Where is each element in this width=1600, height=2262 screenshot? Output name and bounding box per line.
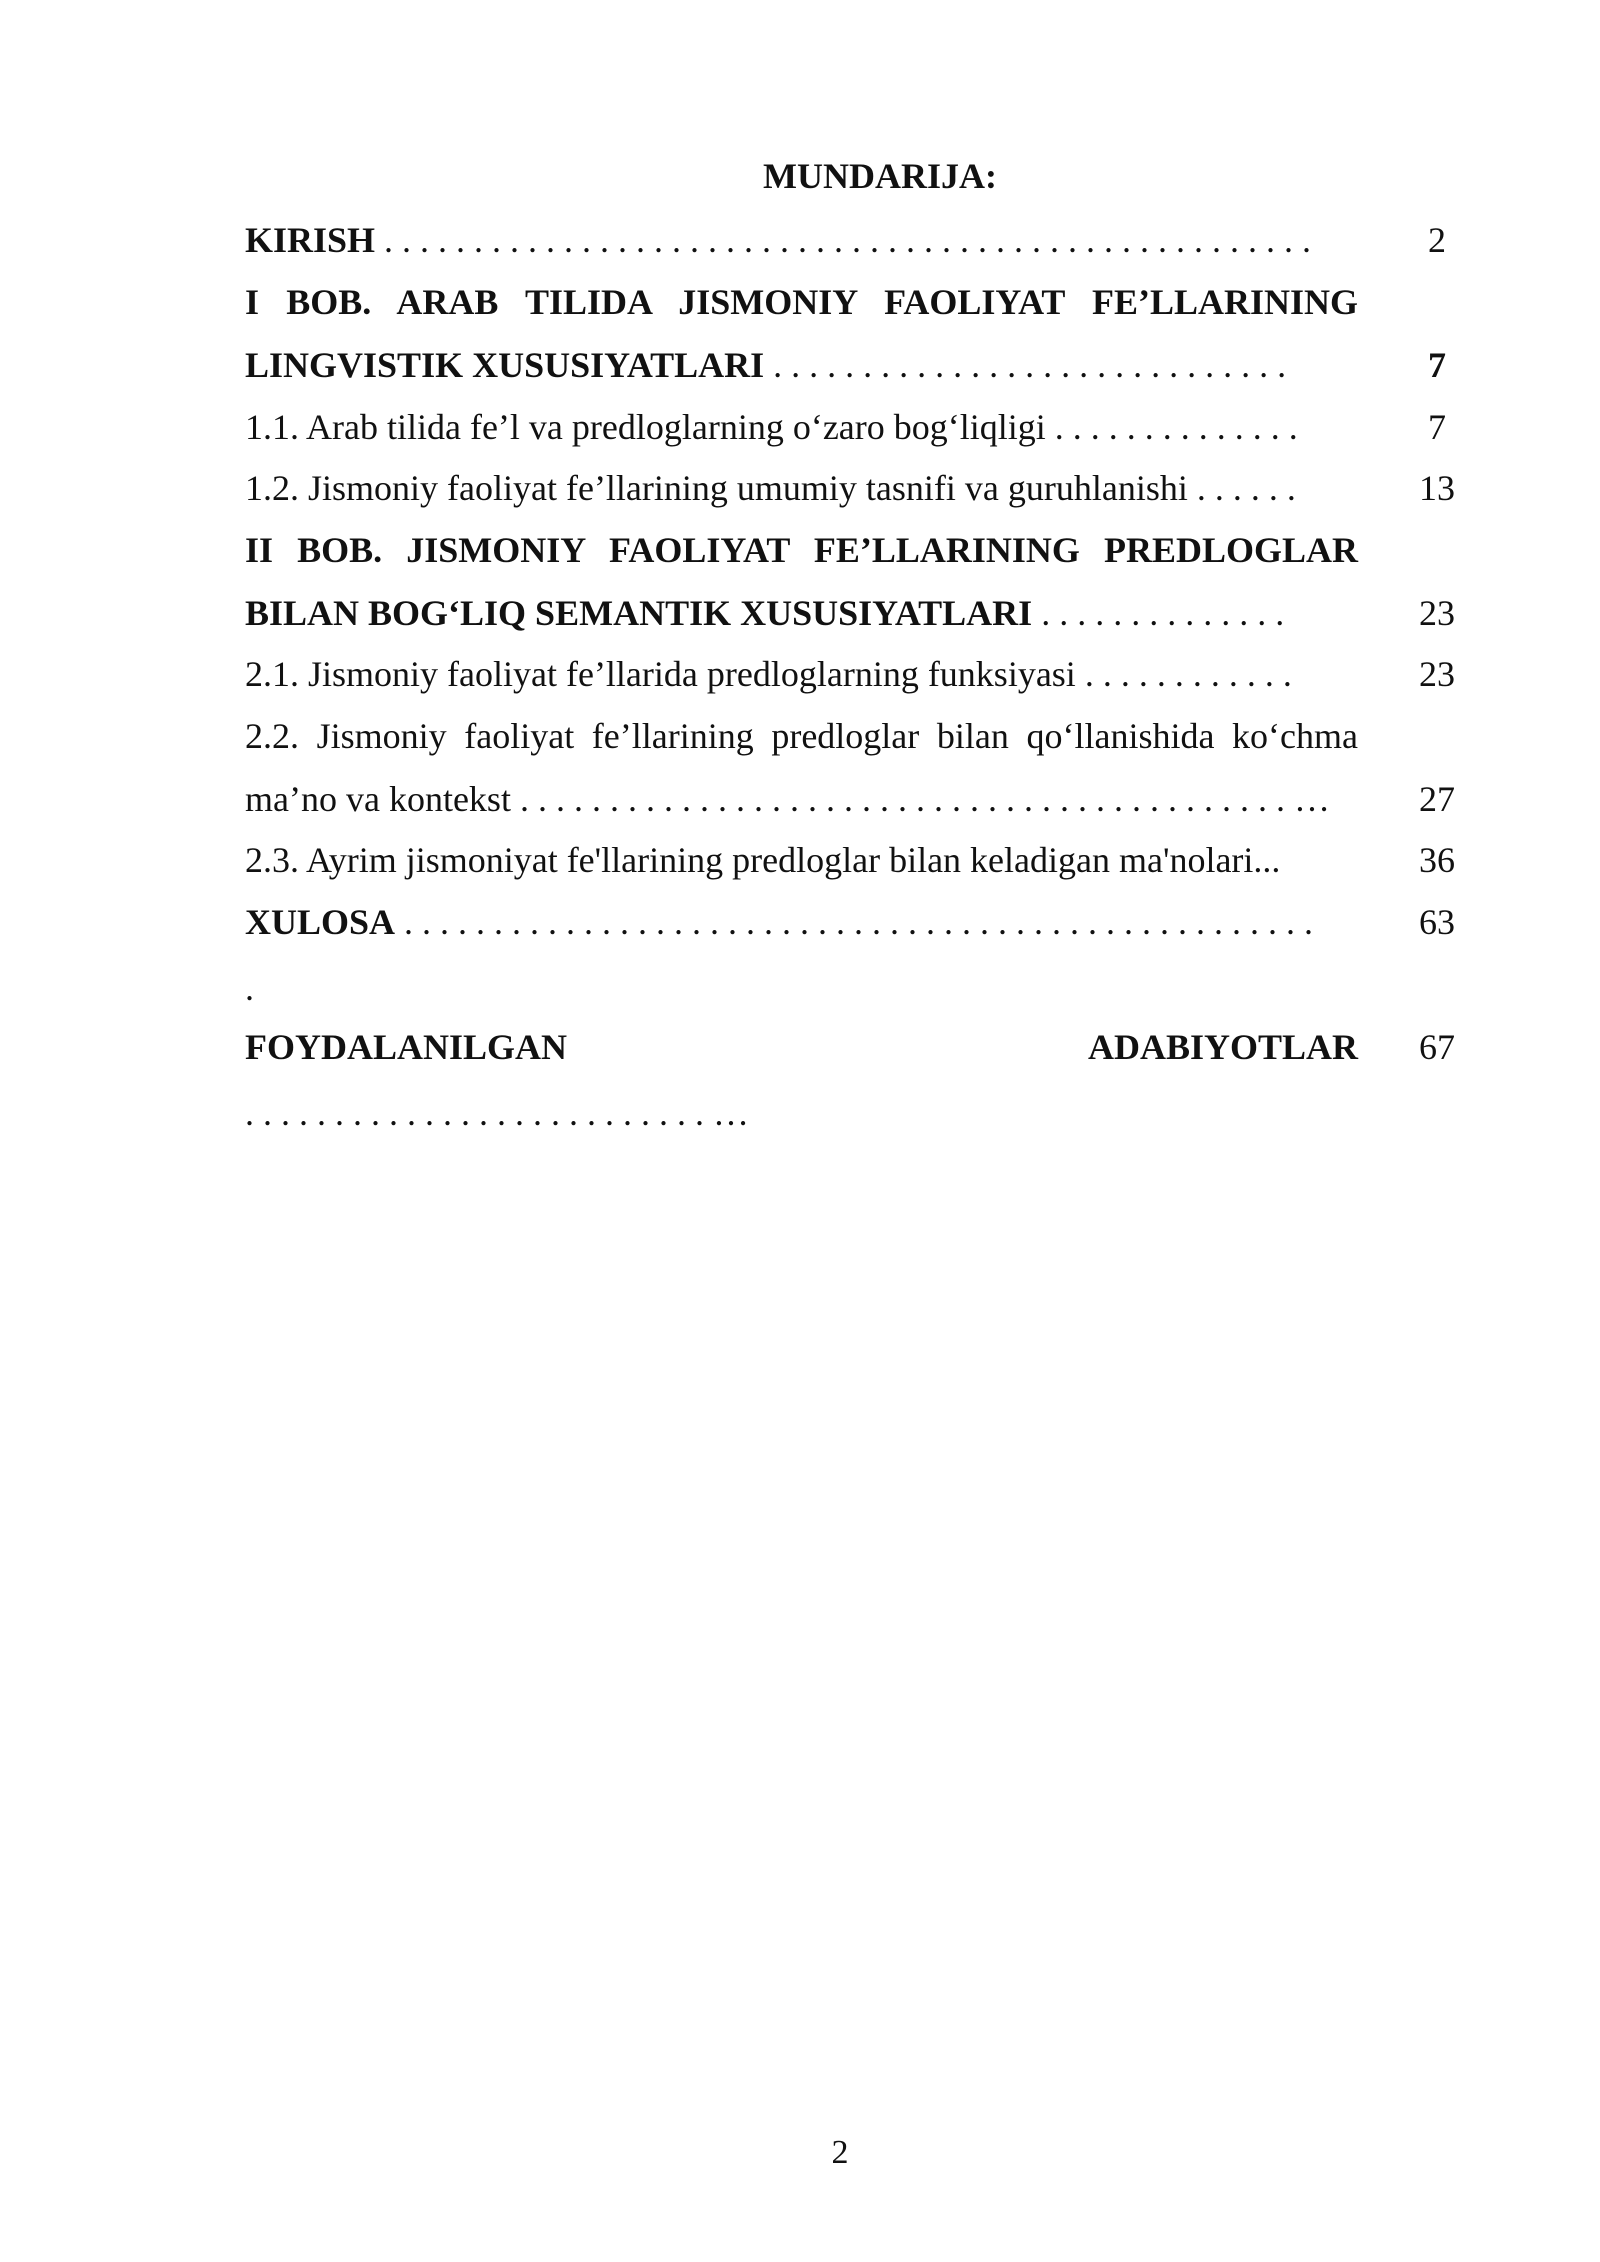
toc-entry-title: 2.1. Jismoniy faoliyat fe’llarida predloglarning funksiyasi [245,654,1076,694]
page-number: 2 [831,2134,849,2171]
toc-entry-bibliography[interactable] [245,1025,1358,1069]
toc-entry-title: ma’no va kontekst [245,779,511,819]
toc-entry-title: LINGVISTIK XUSUSIYATLARI [245,345,765,385]
toc-page-number: 7 [1428,407,1446,447]
toc-entry-section-2-3[interactable] [245,838,1280,882]
toc-entry-section-2-2-line-2[interactable] [245,777,1330,821]
dot-leader: . . . . . . . . . . . . [1075,654,1292,694]
toc-page-number: 2 [1428,220,1446,260]
toc-entry-title: II BOB. JISMONIY FAOLIYAT FE’LLARINING PREDLOGLAR [245,530,1358,570]
toc-page-number: 36 [1419,840,1455,880]
toc-page-number: 7 [1428,345,1446,385]
toc-entry-xulosa[interactable] [245,900,1313,944]
toc-page-number: 67 [1419,1027,1455,1067]
toc-entry-kirish[interactable] [245,218,1311,262]
toc-heading: MUNDARIJA: [763,156,997,196]
stray-dot: . [245,968,254,1008]
dot-leader: . . . . . . . . . . . . . . . . . . . . . . . . . . . . . [764,345,1287,385]
toc-page-number: 23 [1419,593,1455,633]
toc-page-number: 23 [1419,654,1455,694]
dot-leader: . . . . . . . . . . . . . . . . . . . . . . . . . . . . . . . . . . . . . . . . . . . . . . . . . . . [395,902,1314,942]
toc-entry-title: I BOB. ARAB TILIDA JISMONIY FAOLIYAT FE’LLARINING [245,282,1358,322]
toc-entry-title: FOYDALANILGAN ADABIYOTLAR [245,1027,1358,1067]
dot-leader: . . . . . . . . . . . . . . [1045,407,1298,447]
toc-entry-section-1-1[interactable] [245,405,1298,449]
toc-entry-section-1-2[interactable] [245,466,1296,510]
bibliography-dot-leader: . . . . . . . . . . . . . . . . . . . . . . . . . . … [245,1093,749,1133]
toc-entry-chapter-1-line-2[interactable] [245,343,1286,387]
toc-entry-chapter-2-line-2[interactable] [245,591,1284,635]
table-of-contents [245,0,1470,1200]
toc-entry-chapter-1-line-1[interactable] [245,280,1358,324]
toc-page-number: 27 [1419,779,1455,819]
dot-leader: . . . . . . . . . . . . . . . . . . . . . . . . . . . . . . . . . . . . . . . . . . . . . . . . . . . . [375,220,1312,260]
toc-entry-title: 1.2. Jismoniy faoliyat fe’llarining umumiy tasnifi va guruhlanishi [245,468,1188,508]
toc-entry-title: 1.1. Arab tilida fe’l va predloglarning o‘zaro bog‘liqligi [245,407,1046,447]
toc-entry-section-2-2-line-1[interactable] [245,714,1358,758]
toc-entry-section-2-1[interactable] [245,652,1292,696]
toc-entry-title: XULOSA [245,902,396,942]
toc-entry-title: KIRISH [245,220,376,260]
dot-leader: . . . . . . . . . . . . . . . . . . . . . . . . . . . . . . . . . . . . . . . . . . . … [510,779,1330,819]
toc-entry-title: 2.2. Jismoniy faoliyat fe’llarining predloglar bilan qo‘llanishida ko‘chma [245,716,1358,756]
dot-leader: . . . . . . . . . . . . . . [1032,593,1285,633]
toc-page-number: 13 [1419,468,1455,508]
dot-leader: . . . . . . [1187,468,1296,508]
toc-entry-title: 2.3. Ayrim jismoniyat fe'llarining predloglar bilan keladigan ma'nolari... [245,840,1281,880]
toc-entry-chapter-2-line-1[interactable] [245,528,1358,572]
toc-page-number: 63 [1419,902,1455,942]
toc-entry-title: BILAN BOG‘LIQ SEMANTIK XUSUSIYATLARI [245,593,1033,633]
